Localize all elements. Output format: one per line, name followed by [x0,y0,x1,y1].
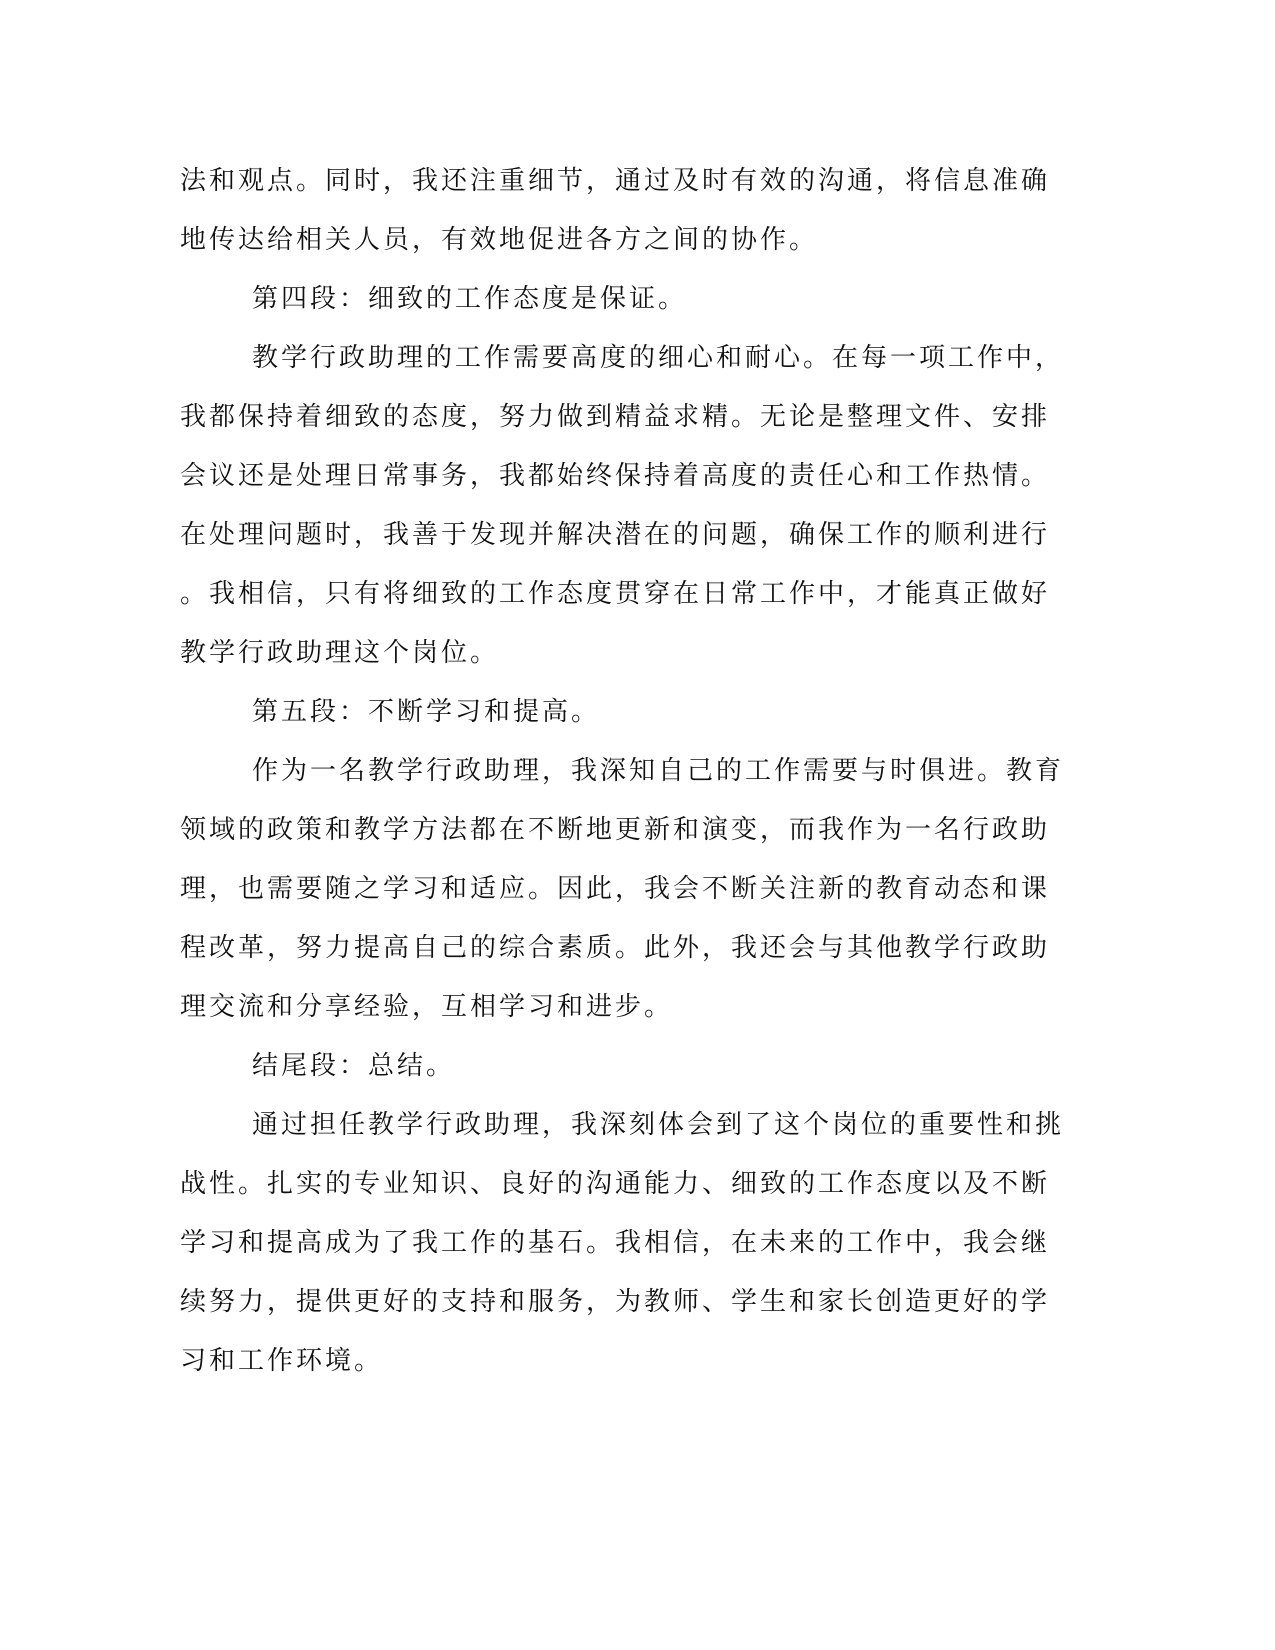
body-line: 在处理问题时，我善于发现并解决潜在的问题，确保工作的顺利进行 [180,520,1051,550]
body-line: 理交流和分享经验，互相学习和进步。 [180,992,674,1022]
body-line: 教学行政助理的工作需要高度的细心和耐心。在每一项工作中， [252,343,1065,373]
body-line: 教学行政助理这个岗位。 [180,638,500,668]
body-line: 学习和提高成为了我工作的基石。我相信，在未来的工作中，我会继 [180,1228,1051,1258]
section-heading-4: 第四段：细致的工作态度是保证。 [252,284,688,314]
body-line: 我都保持着细致的态度，努力做到精益求精。无论是整理文件、安排 [180,402,1051,432]
body-line: 程改革，努力提高自己的综合素质。此外，我还会与其他教学行政助 [180,933,1051,963]
body-line: 续努力，提供更好的支持和服务，为教师、学生和家长创造更好的学 [180,1287,1051,1317]
body-line: 法和观点。同时，我还注重细节，通过及时有效的沟通，将信息准确 [180,166,1051,196]
body-line: 。我相信，只有将细致的工作态度贯穿在日常工作中，才能真正做好 [180,579,1051,609]
body-line: 理，也需要随之学习和适应。因此，我会不断关注新的教育动态和课 [180,874,1051,904]
body-line: 作为一名教学行政助理，我深知自己的工作需要与时俱进。教育 [252,756,1065,786]
body-line: 通过担任教学行政助理，我深刻体会到了这个岗位的重要性和挑 [252,1110,1065,1140]
body-line: 领域的政策和教学方法都在不断地更新和演变，而我作为一名行政助 [180,815,1051,845]
body-line: 会议还是处理日常事务，我都始终保持着高度的责任心和工作热情。 [180,461,1051,491]
body-line: 习和工作环境。 [180,1346,384,1376]
section-heading-5: 第五段：不断学习和提高。 [252,697,601,727]
document-body [180,152,1065,1391]
body-line: 地传达给相关人员，有效地促进各方之间的协作。 [180,225,819,255]
section-heading-conclusion: 结尾段：总结。 [252,1051,456,1081]
body-line: 战性。扎实的专业知识、良好的沟通能力、细致的工作态度以及不断 [180,1169,1051,1199]
